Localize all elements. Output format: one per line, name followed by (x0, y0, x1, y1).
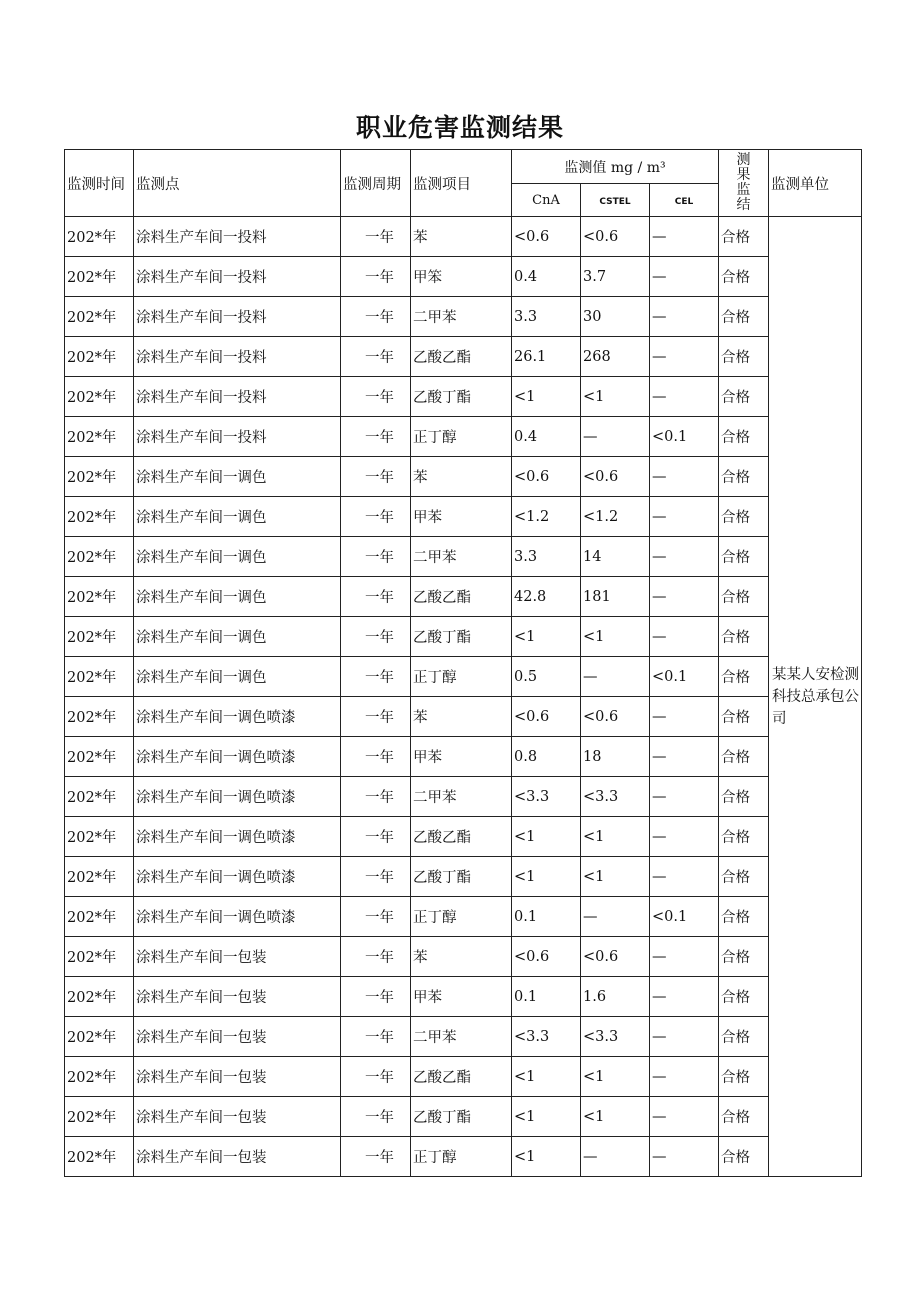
cell-cstel: <1 (581, 857, 650, 897)
cell-time: 202*年 (65, 737, 134, 777)
cell-time: 202*年 (65, 1057, 134, 1097)
table-row (65, 377, 862, 417)
cell-result: 合格 (719, 257, 769, 297)
cell-result: 合格 (719, 217, 769, 257)
table-row (65, 817, 862, 857)
cell-cycle: 一年 (341, 577, 411, 617)
cell-point: 涂料生产车间一包装 (134, 1137, 341, 1177)
cell-cel: — (650, 937, 719, 977)
cell-point: 涂料生产车间一投料 (134, 257, 341, 297)
cell-time: 202*年 (65, 577, 134, 617)
cell-item: 正丁醇 (411, 417, 512, 457)
cell-item: 二甲苯 (411, 777, 512, 817)
cell-cstel: <3.3 (581, 1017, 650, 1057)
cell-result: 合格 (719, 297, 769, 337)
cell-point: 涂料生产车间一包装 (134, 1097, 341, 1137)
header-cycle: 监测周期 (341, 150, 411, 217)
cell-cel: — (650, 1017, 719, 1057)
cell-time: 202*年 (65, 337, 134, 377)
cell-cycle: 一年 (341, 897, 411, 937)
cell-time: 202*年 (65, 1137, 134, 1177)
table-row (65, 897, 862, 937)
cell-cel: — (650, 737, 719, 777)
cell-result: 合格 (719, 1057, 769, 1097)
cell-item: 乙酸丁酯 (411, 617, 512, 657)
cell-cycle: 一年 (341, 777, 411, 817)
cell-cel: — (650, 977, 719, 1017)
cell-cel: — (650, 817, 719, 857)
cell-cycle: 一年 (341, 297, 411, 337)
cell-cna: <3.3 (512, 1017, 581, 1057)
cell-cstel: <1 (581, 377, 650, 417)
cell-item: 甲苯 (411, 977, 512, 1017)
table-row (65, 777, 862, 817)
cell-point: 涂料生产车间一调色喷漆 (134, 857, 341, 897)
cell-cel: — (650, 497, 719, 537)
cell-result: 合格 (719, 697, 769, 737)
cell-result: 合格 (719, 977, 769, 1017)
cell-cel: — (650, 297, 719, 337)
cell-time: 202*年 (65, 377, 134, 417)
cell-time: 202*年 (65, 297, 134, 337)
cell-result: 合格 (719, 777, 769, 817)
cell-cel: — (650, 217, 719, 257)
cell-cycle: 一年 (341, 1097, 411, 1137)
cell-cycle: 一年 (341, 1137, 411, 1177)
cell-cna: <1 (512, 617, 581, 657)
cell-item: 甲苯 (411, 497, 512, 537)
cell-cna: <0.6 (512, 937, 581, 977)
cell-time: 202*年 (65, 657, 134, 697)
table-row (65, 337, 862, 377)
cell-cna: <1 (512, 857, 581, 897)
cell-result: 合格 (719, 937, 769, 977)
cell-cna: 0.1 (512, 977, 581, 1017)
table-row (65, 217, 862, 257)
cell-cstel: 3.7 (581, 257, 650, 297)
cell-cna: 0.4 (512, 417, 581, 457)
cell-cna: <1 (512, 1137, 581, 1177)
cell-cel: <0.1 (650, 417, 719, 457)
table-row (65, 297, 862, 337)
cell-monitoring-unit: 某某人安检测科技总承包公司 (769, 217, 862, 1177)
cell-cel: — (650, 777, 719, 817)
cell-cstel: <1.2 (581, 497, 650, 537)
cell-cel: — (650, 697, 719, 737)
cell-cel: — (650, 617, 719, 657)
cell-item: 乙酸丁酯 (411, 1097, 512, 1137)
cell-cna: <3.3 (512, 777, 581, 817)
cell-cel: <0.1 (650, 657, 719, 697)
cell-item: 二甲苯 (411, 537, 512, 577)
cell-cna: 0.8 (512, 737, 581, 777)
cell-time: 202*年 (65, 1097, 134, 1137)
cell-cycle: 一年 (341, 457, 411, 497)
header-time: 监测时间 (65, 150, 134, 217)
table-row (65, 1017, 862, 1057)
cell-point: 涂料生产车间一调色喷漆 (134, 817, 341, 857)
header-cel-label: CEL (674, 196, 694, 207)
cell-cycle: 一年 (341, 977, 411, 1017)
table-row (65, 977, 862, 1017)
cell-point: 涂料生产车间一包装 (134, 1057, 341, 1097)
cell-time: 202*年 (65, 817, 134, 857)
monitoring-results-table (64, 149, 862, 1177)
cell-result: 合格 (719, 577, 769, 617)
cell-cycle: 一年 (341, 1017, 411, 1057)
table-row (65, 1137, 862, 1177)
table-row (65, 617, 862, 657)
cell-point: 涂料生产车间一调色喷漆 (134, 897, 341, 937)
cell-cna: 26.1 (512, 337, 581, 377)
cell-time: 202*年 (65, 257, 134, 297)
cell-cycle: 一年 (341, 337, 411, 377)
cell-point: 涂料生产车间一包装 (134, 977, 341, 1017)
cell-cel: — (650, 377, 719, 417)
cell-cstel: <0.6 (581, 457, 650, 497)
table-row (65, 537, 862, 577)
table-row (65, 497, 862, 537)
cell-result: 合格 (719, 337, 769, 377)
cell-item: 苯 (411, 697, 512, 737)
cell-cel: — (650, 577, 719, 617)
cell-cstel: — (581, 417, 650, 457)
cell-cycle: 一年 (341, 697, 411, 737)
cell-cna: <0.6 (512, 697, 581, 737)
cell-item: 乙酸乙酯 (411, 577, 512, 617)
cell-result: 合格 (719, 1017, 769, 1057)
cell-cycle: 一年 (341, 657, 411, 697)
cell-result: 合格 (719, 377, 769, 417)
cell-cycle: 一年 (341, 217, 411, 257)
cell-cna: 0.4 (512, 257, 581, 297)
cell-cna: 42.8 (512, 577, 581, 617)
cell-cstel: <0.6 (581, 937, 650, 977)
table-row (65, 937, 862, 977)
cell-time: 202*年 (65, 417, 134, 457)
cell-cstel: <1 (581, 817, 650, 857)
cell-cycle: 一年 (341, 617, 411, 657)
cell-item: 二甲苯 (411, 297, 512, 337)
cell-cstel: — (581, 897, 650, 937)
cell-point: 涂料生产车间一包装 (134, 937, 341, 977)
cell-cna: <1 (512, 1097, 581, 1137)
cell-cycle: 一年 (341, 377, 411, 417)
cell-cstel: <1 (581, 1057, 650, 1097)
cell-result: 合格 (719, 737, 769, 777)
cell-point: 涂料生产车间一投料 (134, 377, 341, 417)
table-row (65, 1097, 862, 1137)
table-body (65, 217, 862, 1177)
cell-cycle: 一年 (341, 1057, 411, 1097)
cell-cstel: 181 (581, 577, 650, 617)
cell-cna: 0.5 (512, 657, 581, 697)
cell-cel: — (650, 457, 719, 497)
cell-cstel: <0.6 (581, 217, 650, 257)
cell-result: 合格 (719, 857, 769, 897)
table-row (65, 577, 862, 617)
cell-time: 202*年 (65, 1017, 134, 1057)
cell-cstel: — (581, 1137, 650, 1177)
cell-point: 涂料生产车间一投料 (134, 417, 341, 457)
cell-cstel: 30 (581, 297, 650, 337)
header-cstel (581, 184, 650, 217)
cell-cstel: 268 (581, 337, 650, 377)
cell-cna: <1 (512, 1057, 581, 1097)
cell-result: 合格 (719, 497, 769, 537)
cell-point: 涂料生产车间一投料 (134, 297, 341, 337)
table-row (65, 1057, 862, 1097)
cell-cstel: 14 (581, 537, 650, 577)
cell-result: 合格 (719, 897, 769, 937)
cell-time: 202*年 (65, 497, 134, 537)
cell-cna: 3.3 (512, 537, 581, 577)
table-row (65, 457, 862, 497)
cell-result: 合格 (719, 417, 769, 457)
header-result-text: 测果监结 (736, 152, 751, 213)
cell-result: 合格 (719, 1097, 769, 1137)
table-row (65, 657, 862, 697)
cell-point: 涂料生产车间一调色喷漆 (134, 697, 341, 737)
cell-item: 乙酸乙酯 (411, 817, 512, 857)
table-row (65, 737, 862, 777)
cell-item: 乙酸丁酯 (411, 377, 512, 417)
cell-time: 202*年 (65, 937, 134, 977)
cell-cel: — (650, 1137, 719, 1177)
cell-result: 合格 (719, 617, 769, 657)
cell-item: 二甲苯 (411, 1017, 512, 1057)
header-cstel-label: CSTEL (599, 196, 631, 207)
cell-item: 乙酸乙酯 (411, 1057, 512, 1097)
cell-item: 甲笨 (411, 257, 512, 297)
cell-cycle: 一年 (341, 417, 411, 457)
cell-time: 202*年 (65, 777, 134, 817)
cell-time: 202*年 (65, 617, 134, 657)
cell-result: 合格 (719, 1137, 769, 1177)
cell-item: 乙酸丁酯 (411, 857, 512, 897)
cell-time: 202*年 (65, 457, 134, 497)
header-unit: 监测单位 (769, 150, 862, 217)
cell-cna: <1.2 (512, 497, 581, 537)
cell-point: 涂料生产车间一投料 (134, 217, 341, 257)
table-row (65, 257, 862, 297)
cell-item: 乙酸乙酯 (411, 337, 512, 377)
cell-cel: — (650, 857, 719, 897)
cell-cstel: <1 (581, 1097, 650, 1137)
cell-point: 涂料生产车间一调色 (134, 497, 341, 537)
cell-point: 涂料生产车间一投料 (134, 337, 341, 377)
cell-cel: — (650, 257, 719, 297)
cell-cel: — (650, 537, 719, 577)
cell-point: 涂料生产车间一调色喷漆 (134, 777, 341, 817)
cell-item: 苯 (411, 457, 512, 497)
table-row (65, 417, 862, 457)
cell-cstel: — (581, 657, 650, 697)
cell-item: 正丁醇 (411, 1137, 512, 1177)
cell-result: 合格 (719, 657, 769, 697)
cell-time: 202*年 (65, 857, 134, 897)
table-header (65, 150, 862, 217)
cell-cel: — (650, 337, 719, 377)
table-row (65, 697, 862, 737)
cell-item: 正丁醇 (411, 897, 512, 937)
cell-cna: 0.1 (512, 897, 581, 937)
cell-point: 涂料生产车间一调色喷漆 (134, 737, 341, 777)
cell-cycle: 一年 (341, 857, 411, 897)
cell-time: 202*年 (65, 977, 134, 1017)
cell-cstel: <0.6 (581, 697, 650, 737)
cell-cna: <0.6 (512, 217, 581, 257)
cell-point: 涂料生产车间一调色 (134, 617, 341, 657)
cell-time: 202*年 (65, 897, 134, 937)
header-result (719, 150, 769, 217)
cell-cna: 3.3 (512, 297, 581, 337)
header-value-group: 监测值 mg / m³ (512, 150, 719, 184)
cell-cstel: 1.6 (581, 977, 650, 1017)
cell-cstel: <3.3 (581, 777, 650, 817)
cell-cna: <1 (512, 817, 581, 857)
cell-point: 涂料生产车间一调色 (134, 537, 341, 577)
cell-item: 苯 (411, 217, 512, 257)
cell-cycle: 一年 (341, 937, 411, 977)
cell-cna: <0.6 (512, 457, 581, 497)
cell-cstel: <1 (581, 617, 650, 657)
header-point: 监测点 (134, 150, 341, 217)
cell-item: 甲苯 (411, 737, 512, 777)
cell-cycle: 一年 (341, 537, 411, 577)
cell-point: 涂料生产车间一调色 (134, 577, 341, 617)
cell-result: 合格 (719, 537, 769, 577)
cell-cycle: 一年 (341, 497, 411, 537)
cell-item: 苯 (411, 937, 512, 977)
cell-cel: <0.1 (650, 897, 719, 937)
page-title: 职业危害监测结果 (355, 113, 564, 142)
cell-time: 202*年 (65, 217, 134, 257)
cell-cycle: 一年 (341, 737, 411, 777)
header-cel (650, 184, 719, 217)
cell-cna: <1 (512, 377, 581, 417)
cell-time: 202*年 (65, 697, 134, 737)
cell-cel: — (650, 1057, 719, 1097)
cell-point: 涂料生产车间一调色 (134, 657, 341, 697)
cell-cstel: 18 (581, 737, 650, 777)
cell-cycle: 一年 (341, 817, 411, 857)
cell-result: 合格 (719, 817, 769, 857)
cell-point: 涂料生产车间一包装 (134, 1017, 341, 1057)
cell-result: 合格 (719, 457, 769, 497)
cell-point: 涂料生产车间一调色 (134, 457, 341, 497)
cell-time: 202*年 (65, 537, 134, 577)
table-row (65, 857, 862, 897)
cell-cel: — (650, 1097, 719, 1137)
header-cna: CnA (512, 184, 581, 217)
header-item: 监测项目 (411, 150, 512, 217)
cell-item: 正丁醇 (411, 657, 512, 697)
cell-cycle: 一年 (341, 257, 411, 297)
